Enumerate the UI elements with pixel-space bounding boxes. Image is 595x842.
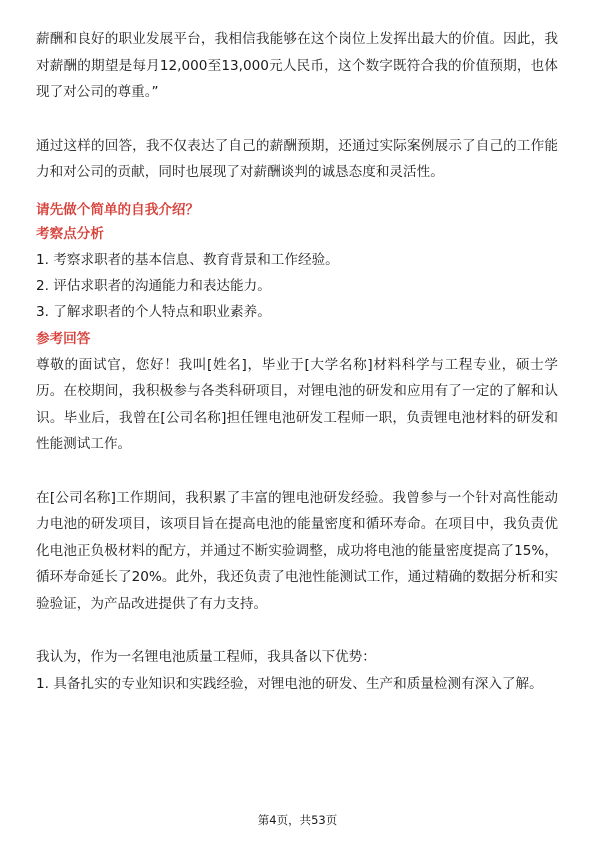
paragraph-gap bbox=[36, 458, 558, 485]
answer-paragraph-advantages-intro: 我认为，作为一名锂电池质量工程师，我具备以下优势： bbox=[36, 649, 376, 665]
page-number: 第4页，共53页 bbox=[257, 813, 338, 827]
paragraph-summary: 通过这样的回答，我不仅表达了自己的薪酬预期，还通过实际案例展示了自己的工作能力和对公司的贡献，同时也展现了对薪酬谈判的诚恳态度和灵活性。 bbox=[36, 137, 558, 180]
document-page bbox=[36, 26, 558, 697]
answer-paragraph-experience: 在[公司名称]工作期间，我积累了丰富的锂电池研发经验。我曾参与一个针对高性能动力电池的研发项目，该项目旨在提高电池的能量密度和循环寿命。在项目中，我负责优化电池正负极材料的配方，并通过不断实验调整，成功将电池的能量密度提高了15%，循环寿命延长了20%。此外，我还负责了电池性能测试工作，通过精确的数据分析和实验验证，为产品改进提供了有力支持。 bbox=[36, 489, 558, 612]
analysis-item-3: 3. 了解求职者的个人特点和职业素养。 bbox=[36, 303, 271, 320]
analysis-item-1: 1. 考察求职者的基本信息、教育背景和工作经验。 bbox=[36, 251, 339, 268]
paragraph-gap bbox=[36, 617, 558, 644]
paragraph-gap bbox=[36, 106, 558, 133]
analysis-heading: 考察点分析 bbox=[36, 225, 104, 242]
answer-paragraph-intro: 尊敬的面试官，您好！我叫[姓名]，毕业于[大学名称]材料科学与工程专业，硕士学历。在校期间，我积极参与各类科研项目，对锂电池的研发和应用有了一定的了解和认识。毕业后，我曾在[公司名称]担任锂电池研发工程师一职，负责锂电池材料的研发和性能测试工作。 bbox=[36, 356, 558, 452]
question-title: 请先做个简单的自我介绍？ bbox=[36, 201, 200, 218]
answer-heading: 参考回答 bbox=[36, 330, 91, 347]
answer-paragraph-advantage-1: 1. 具备扎实的专业知识和实践经验，对锂电池的研发、生产和质量检测有深入了解。 bbox=[36, 675, 543, 692]
analysis-item-2: 2. 评估求职者的沟通能力和表达能力。 bbox=[36, 277, 271, 294]
paragraph-salary-expectation: 薪酬和良好的职业发展平台，我相信我能够在这个岗位上发挥出最大的价值。因此，我对薪酬的期望是每月12,000至13,000元人民币，这个数字既符合我的价值预期，也体现了对公司的尊重。” bbox=[36, 31, 558, 100]
